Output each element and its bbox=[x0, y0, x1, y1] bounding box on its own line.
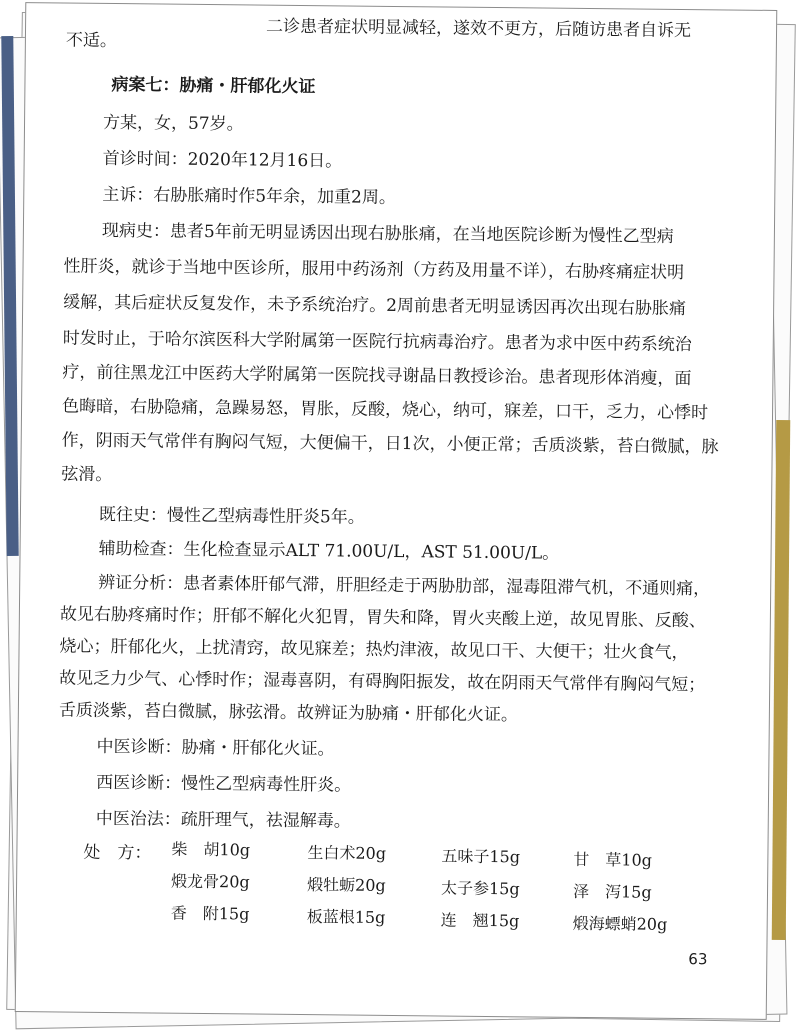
herb-item: 煅牡蛎20g bbox=[306, 875, 386, 895]
top-line bbox=[65, 16, 777, 60]
herb-item: 太子参15g bbox=[440, 878, 520, 899]
herb-item: 五味子15g bbox=[441, 846, 521, 867]
western-diagnosis: 西医诊断：慢性乙型病毒性肝炎。 bbox=[96, 772, 352, 796]
herb-item: 煅龙骨20g bbox=[171, 871, 250, 892]
herb-item: 泽 泻15g bbox=[572, 881, 652, 902]
present-history-line: 现病史：患者5年前无明显诱因出现右胁胀痛，在当地医院诊断为慢性乙型病 bbox=[101, 220, 674, 247]
top-line-right: 二诊患者症状明显减轻，遂效不更方，后随访患者自诉无 bbox=[265, 16, 692, 42]
case-title: 病案七：胁痛・肝郁化火证 bbox=[111, 74, 316, 98]
page-text bbox=[16, 3, 777, 1019]
top-line-left: 不适。 bbox=[65, 30, 118, 52]
past-history: 既往史：慢性乙型病毒性肝炎5年。 bbox=[98, 504, 365, 528]
treatment-method: 中医治法：疏肝理气，祛湿解毒。 bbox=[95, 808, 351, 832]
present-history-line: 色晦暗，右胁隐痛，急躁易怒，胃胀，反酸，烧心，纳可，寐差，口干，乏力，心悸时 bbox=[61, 396, 709, 424]
present-history-line: 弦滑。 bbox=[61, 464, 113, 486]
page-number: 63 bbox=[688, 950, 708, 969]
present-history-line: 性肝炎，就诊于当地中医诊所，服用中药汤剂（方药及用量不详），右胁疼痛症状明 bbox=[63, 256, 685, 284]
herb-item: 煅海螵蛸20g bbox=[572, 913, 668, 934]
analysis-line: 故见右胁疼痛时作；肝郁不解化火犯胃，胃失和降，胃火夹酸上逆，故见胃胀、反酸、 bbox=[59, 604, 706, 632]
analysis-line: 烧心；肝郁化火，上扰清窍，故见寐差；热灼津液，故见口干、大便干；壮火食气， bbox=[59, 636, 689, 664]
herb-item: 香 附15g bbox=[170, 903, 250, 924]
first-visit: 首诊时间：2020年12月16日。 bbox=[102, 148, 343, 172]
present-history-line: 疗，前往黑龙江中医药大学附属第一医院找寻谢晶日教授诊治。患者现形体消瘦，面 bbox=[62, 362, 692, 390]
present-history-line: 作，阴雨天气常伴有胸闷气短，大便偏干，日1次，小便正常；舌质淡紫，苔白微腻，脉 bbox=[61, 430, 719, 458]
document-page bbox=[15, 2, 778, 1020]
prescription-label: 处 方： bbox=[83, 842, 152, 864]
analysis-line: 辨证分析：患者素体肝郁气滞，肝胆经走于两胁肋部，湿毒阻滞气机，不通则痛， bbox=[98, 572, 711, 600]
patient-info: 方某，女，57岁。 bbox=[102, 112, 244, 135]
chief-complaint: 主诉：右胁胀痛时作5年余，加重2周。 bbox=[102, 184, 397, 208]
herb-item: 柴 胡10g bbox=[171, 839, 251, 860]
herb-item: 板蓝根15g bbox=[306, 907, 386, 927]
herb-item: 连 翘15g bbox=[440, 910, 520, 931]
herb-item: 甘 草10g bbox=[573, 849, 653, 870]
auxiliary-exam: 辅助检查：生化检查显示ALT 71.00U/L，AST 51.00U/L。 bbox=[98, 538, 560, 564]
herb-item: 生白术20g bbox=[307, 843, 387, 863]
analysis-line: 舌质淡紫，苔白微腻，脉弦滑。故辨证为胁痛・肝郁化火证。 bbox=[58, 700, 518, 726]
present-history-line: 时发时止，于哈尔滨医科大学附属第一医院行抗病毒治疗。患者为求中医中药系统治 bbox=[62, 328, 692, 356]
tcm-diagnosis: 中医诊断：胁痛・肝郁化火证。 bbox=[96, 736, 335, 760]
analysis-line: 故见乏力少气、心悸时作；湿毒喜阴，有碍胸阳振发，故在阴雨天气常伴有胸闷气短； bbox=[59, 668, 706, 696]
present-history-line: 缓解，其后症状反复发作，未予系统治疗。2周前患者无明显诱因再次出现右胁胀痛 bbox=[63, 292, 687, 320]
